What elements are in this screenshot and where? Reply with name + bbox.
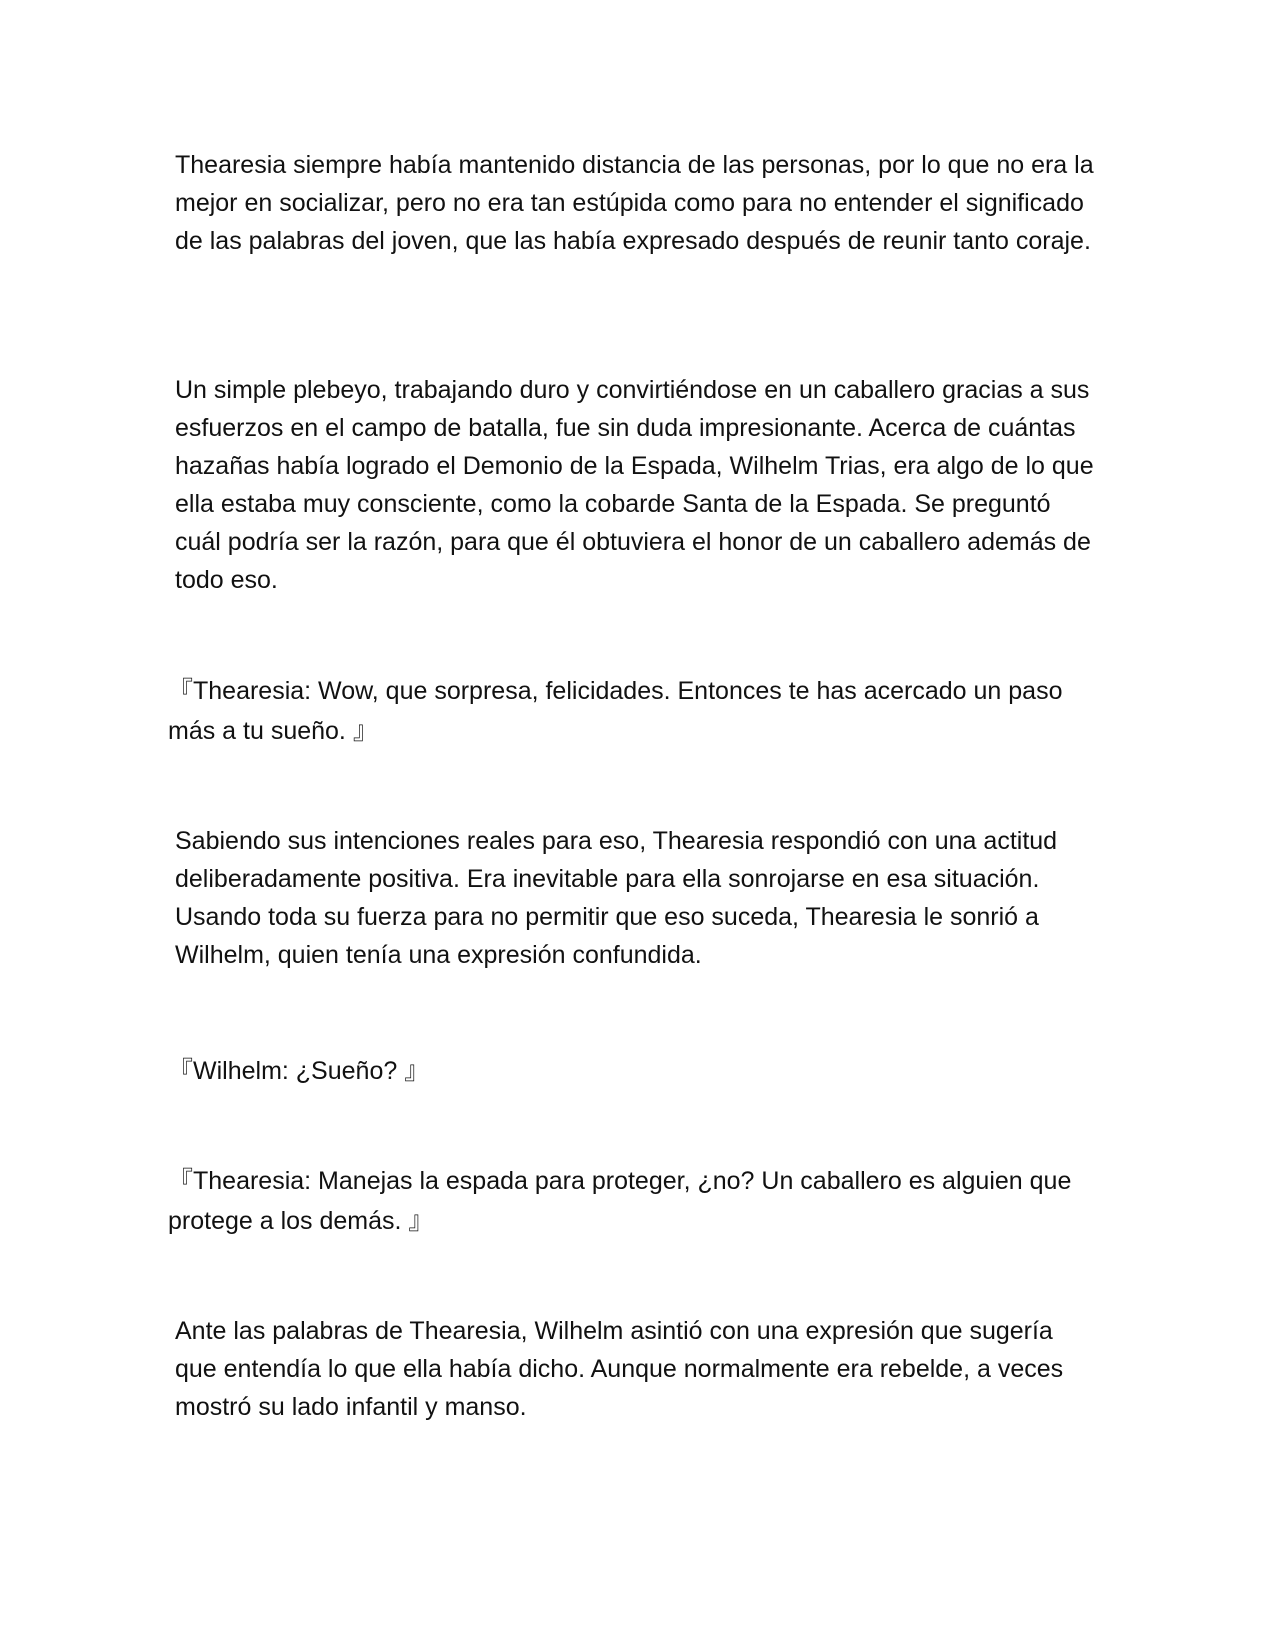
paragraph-narration-4: Ante las palabras de Thearesia, Wilhelm asintió con una expresión que sugería que entendía lo que ella había dicho. Aunque normalmente era rebelde, a veces mostró su lado infantil y manso. <box>175 1317 1064 1421</box>
paragraph-narration-1: Thearesia siempre había mantenido distancia de las personas, por lo que no era la mejor en socializar, pero no era tan estúpida como para no entender el significado de las palabras del joven, que las había expresado después de reunir tanto coraje. <box>175 151 1094 255</box>
paragraph-narration-2: Un simple plebeyo, trabajando duro y convirtiéndose en un caballero gracias a sus esfuerzos en el campo de batalla, fue sin duda impresionante. Acerca de cuántas hazañas había logrado el Demonio de la Espada, Wilhelm Trias, era algo de lo que ella estaba muy consciente, como la cobarde Santa de la Espada. Se preguntó cuál podría ser la razón, para que él obtuviera el honor de un caballero además de todo eso. <box>175 376 1094 594</box>
dialogue-thearesia-1: 『Thearesia: Wow, que sorpresa, felicidades. Entonces te has acercado un paso más a tu sueño. 』 <box>168 677 1063 745</box>
paragraph-narration-3: Sabiendo sus intenciones reales para eso, Thearesia respondió con una actitud deliberadamente positiva. Era inevitable para ella sonrojarse en esa situación. Usando toda su fuerza para no permitir que eso suceda, Thearesia le sonrió a Wilhelm, quien tenía una expresión confundida. <box>175 827 1058 969</box>
dialogue-wilhelm-1: 『Wilhelm: ¿Sueño? 』 <box>168 1057 430 1085</box>
dialogue-thearesia-2: 『Thearesia: Manejas la espada para proteger, ¿no? Un caballero es alguien que protege a los demás. 』 <box>168 1167 1072 1235</box>
